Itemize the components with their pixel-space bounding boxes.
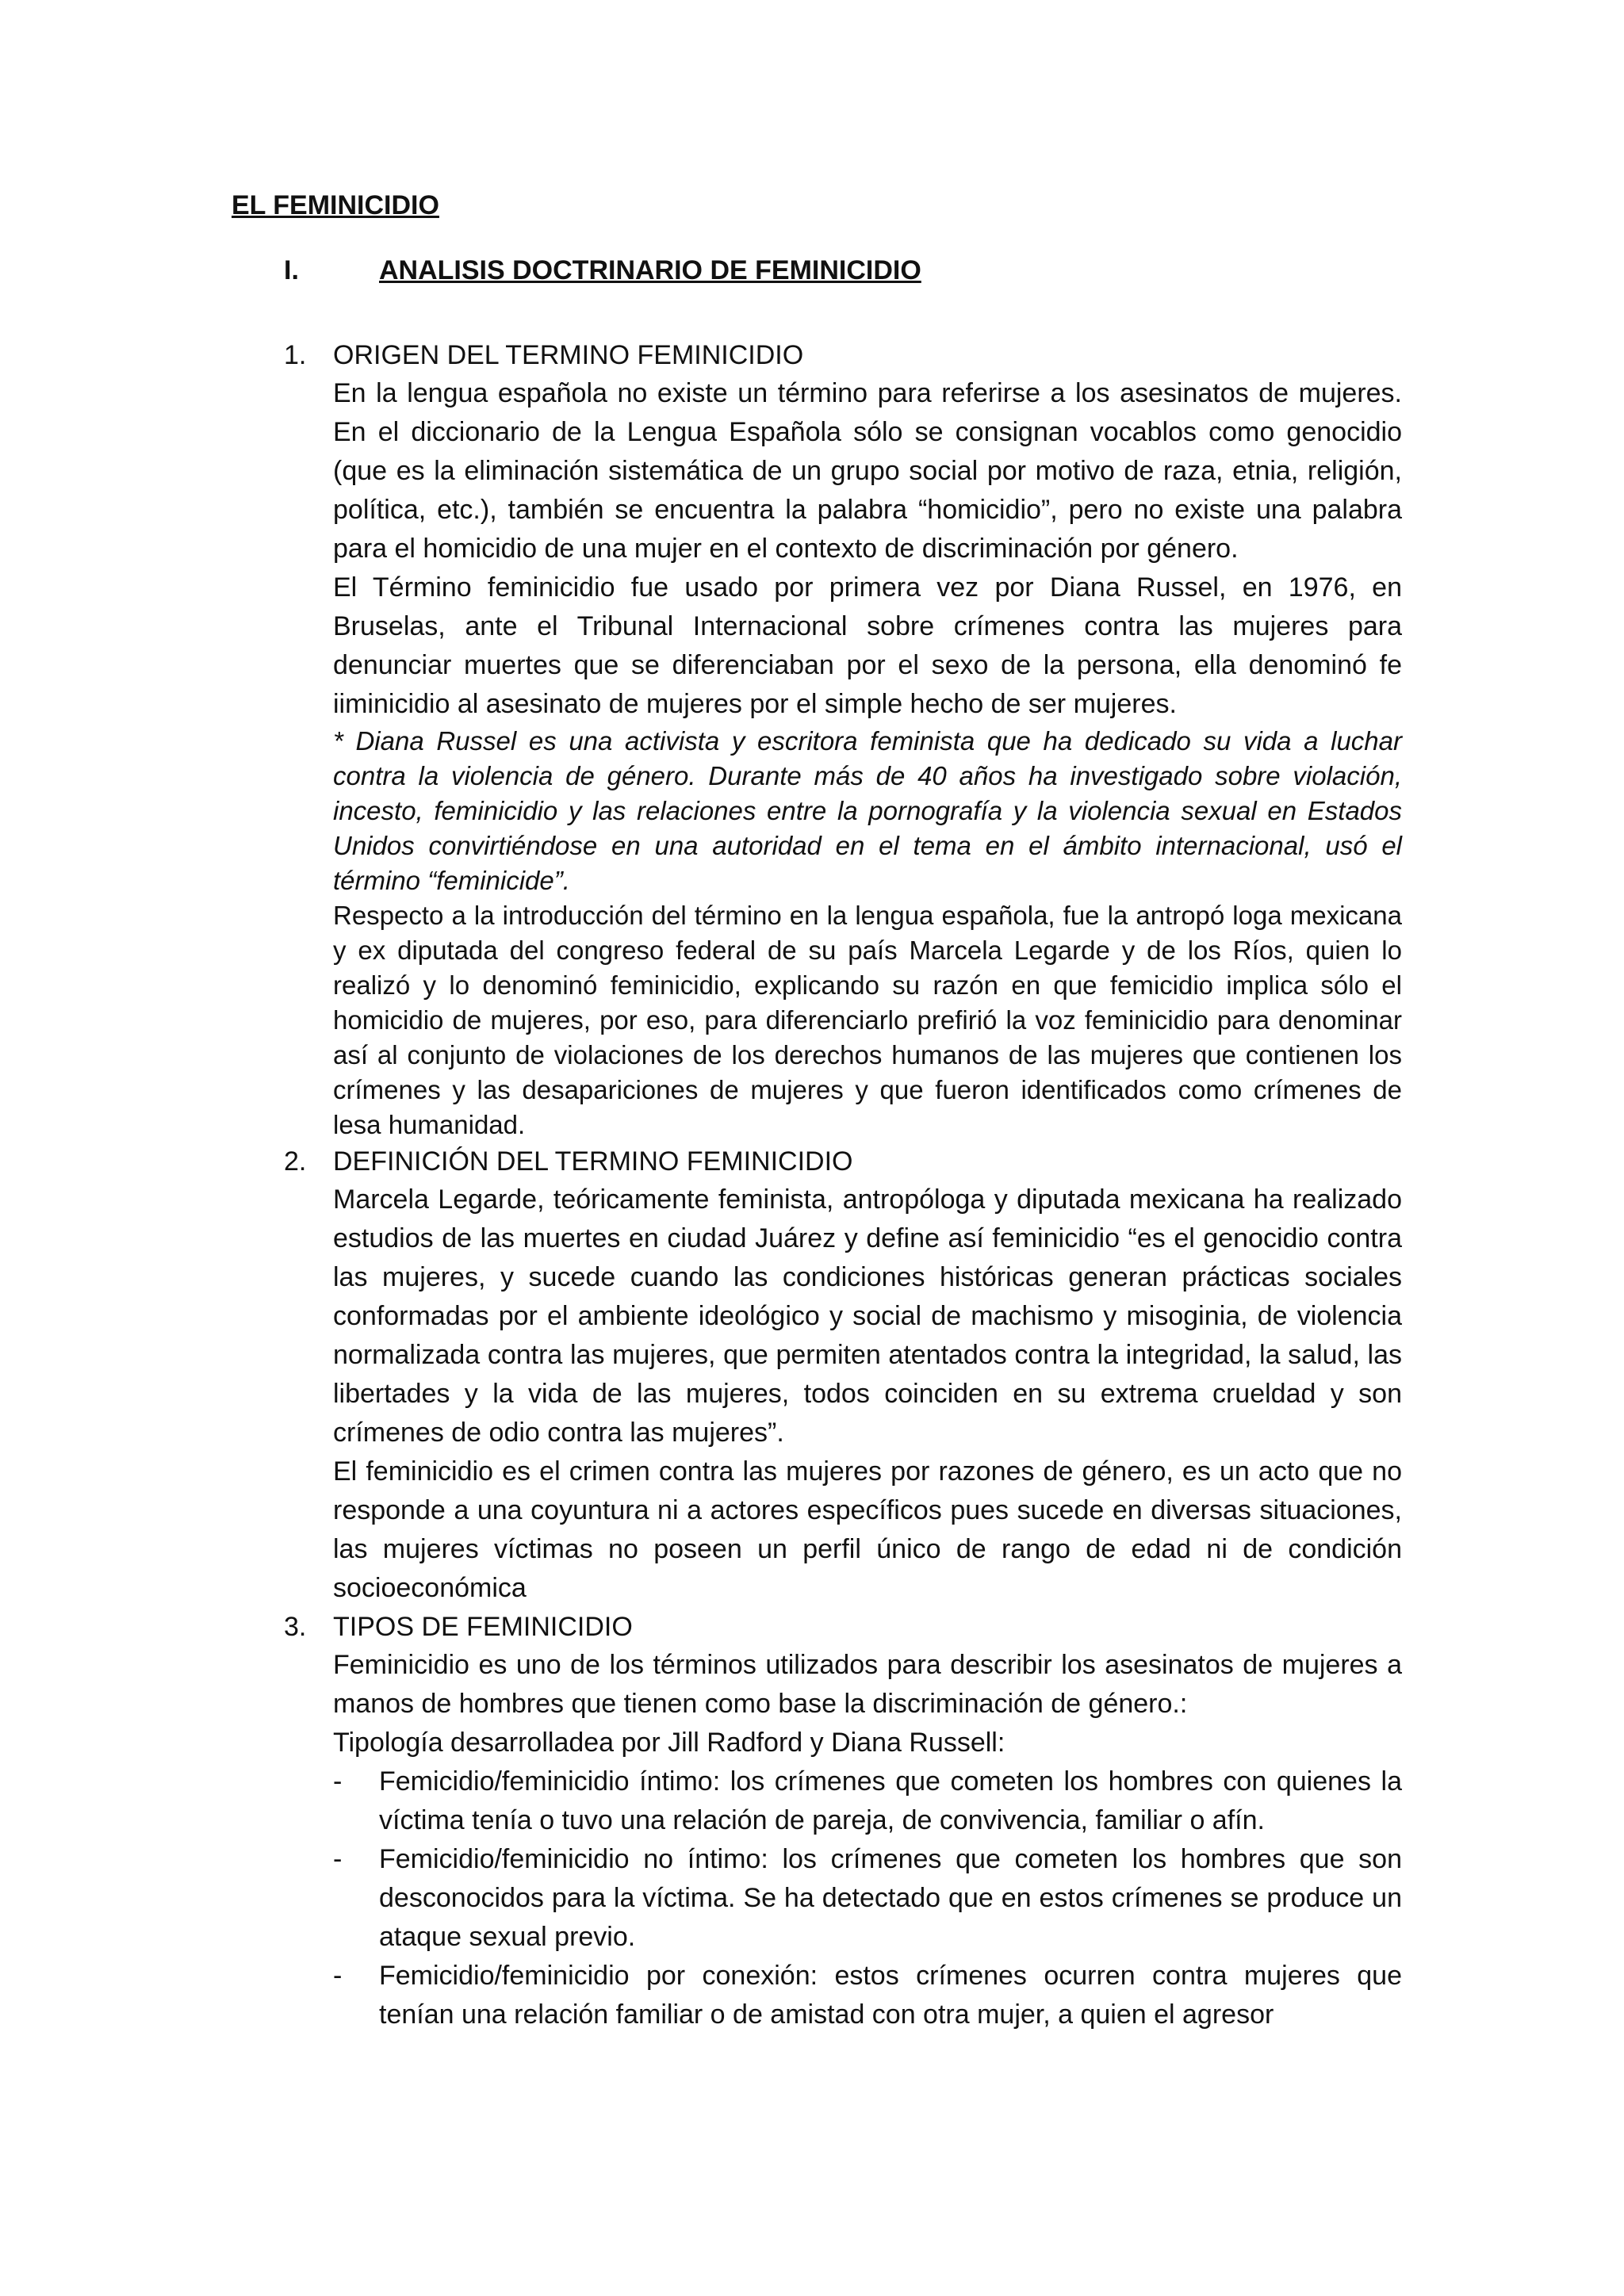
- list-item-tipos: [284, 1608, 1402, 2034]
- list-item-number: 3.: [284, 1612, 307, 1642]
- item-heading: DEFINICIÓN DEL TERMINO FEMINICIDIO: [333, 1146, 853, 1177]
- bullet-text: Femicidio/feminicidio no íntimo: los crímenes que cometen los hombres que son desconocidos para la víctima. Se ha detectado que en estos crímenes se produce un ataque sexual previo.: [379, 1844, 1402, 1952]
- paragraph: Feminicidio es uno de los términos utilizados para describir los asesinatos de mujeres a manos de hombres que tienen como base la discriminación de género.:: [333, 1650, 1402, 1719]
- document-body: [284, 336, 1402, 2034]
- bullet-mark: -: [333, 1961, 343, 1991]
- bullet-mark: -: [333, 1766, 343, 1797]
- paragraph: Marcela Legarde, teóricamente feminista, antropóloga y diputada mexicana ha realizado estudios de las muertes en ciudad Juárez y define así feminicidio “es el genocidio contra las mujeres, y sucede cuando las condiciones históricas generan prácticas sociales conformadas por el ambiente ideológico y social de machismo y misoginia, de violencia normalizada contra las mujeres, que permiten atentados contra la integridad, la salud, las libertades y la vida de las mujeres, todos coinciden en su extrema crueldad y son crímenes de odio contra las mujeres”.: [333, 1184, 1402, 1448]
- section-title: ANALISIS DOCTRINARIO DE FEMINICIDIO: [379, 255, 921, 285]
- list-item-number: 2.: [284, 1146, 307, 1177]
- paragraph: Respecto a la introducción del término en la lengua española, fue la antropó loga mexicana y ex diputada del congreso federal de su país Marcela Legarde y de los Ríos, quien lo realizó y lo denominó feminicidio, explicando su razón en que femicidio implica sólo el homicidio de mujeres, por eso, para diferenciarlo prefirió la voz feminicidio para denominar así al conjunto de violaciones de los derechos humanos de las mujeres que contienen los crímenes y las desapariciones de mujeres y que fueron identificados como crímenes de lesa humanidad.: [333, 901, 1402, 1139]
- paragraph: En la lengua española no existe un término para referirse a los asesinatos de mujeres. En el diccionario de la Lengua Española sólo se consignan vocablos como genocidio (que es la eliminación sistemática de un grupo social por motivo de raza, etnia, religión, política, etc.), también se encuentra la palabra “homicidio”, pero no existe una palabra para el homicidio de una mujer en el contexto de discriminación por género.: [333, 378, 1402, 564]
- list-item-origen: [284, 336, 1402, 1142]
- section-number: I.: [284, 255, 299, 285]
- paragraph: El Término feminicidio fue usado por primera vez por Diana Russel, en 1976, en Bruselas, ante el Tribunal Internacional sobre crímenes contra las mujeres para denunciar muertes que se diferenciaban por el sexo de la persona, ella denominó fe iiminicidio al asesinato de mujeres por el simple hecho de ser mujeres.: [333, 572, 1402, 719]
- item-heading: TIPOS DE FEMINICIDIO: [333, 1612, 633, 1642]
- item-heading: ORIGEN DEL TERMINO FEMINICIDIO: [333, 340, 804, 370]
- bullet-item: [333, 1762, 1402, 1840]
- bullet-item: [333, 1957, 1402, 2034]
- bullet-text: Femicidio/feminicidio por conexión: estos crímenes ocurren contra mujeres que tenían una relación familiar o de amistad con otra mujer, a quien el agresor: [379, 1961, 1402, 2030]
- bullet-item: [333, 1840, 1402, 1957]
- list-item-number: 1.: [284, 340, 307, 370]
- bullet-text: Femicidio/feminicidio íntimo: los crímenes que cometen los hombres con quienes la víctima tenía o tuvo una relación de pareja, de convivencia, familiar o afín.: [379, 1766, 1402, 1835]
- bullet-mark: -: [333, 1844, 343, 1874]
- paragraph: El feminicidio es el crimen contra las mujeres por razones de género, es un acto que no responde a una coyuntura ni a actores específicos pues sucede en diversas situaciones, las mujeres víctimas no poseen un perfil único de rango de edad ni de condición socioeconómica: [333, 1456, 1402, 1603]
- footnote-paragraph: * Diana Russel es una activista y escritora feminista que ha dedicado su vida a luchar contra la violencia de género. Durante más de 40 años ha investigado sobre violación, incesto, feminicidio y las relaciones entre la pornografía y la violencia sexual en Estados Unidos convirtiéndose en una autoridad en el tema en el ámbito internacional, usó el término “feminicide”.: [333, 726, 1402, 895]
- paragraph: Tipología desarrolladea por Jill Radford y Diana Russell:: [333, 1728, 1005, 1758]
- list-item-definicion: [284, 1142, 1402, 1608]
- document-title: EL FEMINICIDIO: [232, 190, 439, 220]
